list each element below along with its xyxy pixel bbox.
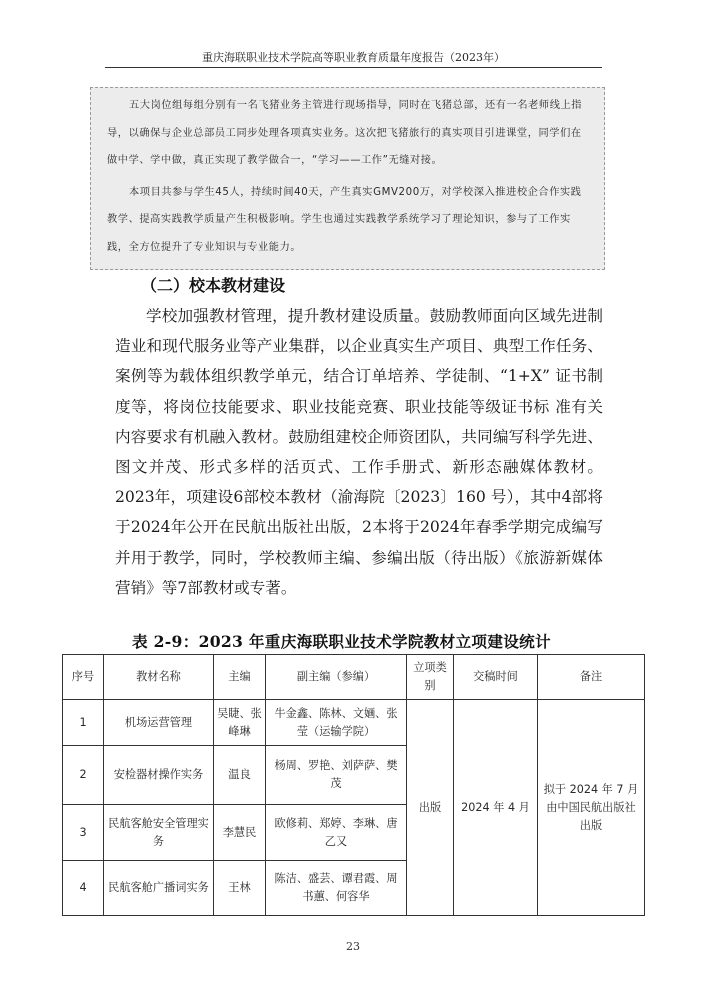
header-name: 教材名称 [104, 655, 214, 700]
header-time: 交稿时间 [454, 655, 538, 700]
header-divider [105, 67, 602, 68]
section-body [115, 301, 603, 603]
callout-paragraph-2: 本项目共参与学生45人，持续时间40天，产生真实GMV200万，对学校深入推进校企合作实践教学、提高实践教学质量产生积极影响。学生也通过实践教学系统学习了理论知识，参与了工作实践，全方位提升了专业知识与专业能力。 [107, 186, 582, 253]
page-number: 23 [346, 940, 360, 953]
cell-no: 4 [63, 861, 104, 916]
callout-paragraph-1: 五大岗位组每组分别有一名飞猪业务主管进行现场指导，同时在飞猪总部，还有一名老师线上指导，以确保与企业总部员工同步处理各项真实业务。这次把飞猪旅行的真实项目引进课堂，同学们在做中学、学中做，真正实现了教学做合一，“学习——工作”无缝对接。 [107, 100, 583, 166]
body-paragraph: 学校加强教材管理，提升教材建设质量。鼓励教师面向区域先进制造业和现代服务业等产业集群，以企业真实生产项目、典型工作任务、案例等为载体组织教学单元，结合订单培养、学徒制、“1+X” 证书制度等，将岗位技能要求、职业技能竞赛、职业技能等级证书标 准有关内容要求有机融入教材。鼓励组建校企师资团队，共同编写科学先进、图文并茂、形式多样的活页式、工作手册式、新形态融媒体教材。2023年，项建设6部校本教材（渝海院〔2023〕160 号），其中4部将于2024年公开在民航出版社出版，2本将于2024年春季学期完成编写并用于教学，同时，学校教师主编、参编出版（待出版）《旅游新媒体营销》等7部教材或专著。 [115, 307, 603, 597]
cell-name: 机场运营管理 [104, 700, 214, 746]
header-note: 备注 [538, 655, 645, 700]
textbook-table [62, 654, 645, 916]
section-heading: （二）校本教材建设 [141, 276, 286, 295]
page-header: 重庆海联职业技术学院高等职业教育质量年度报告（2023年） [202, 51, 505, 64]
cell-editor: 王林 [214, 861, 266, 916]
header-category: 立项类别 [407, 655, 454, 700]
table-caption: 表 2-9：2023 年重庆海联职业技术学院教材立项建设统计 [132, 632, 551, 651]
cell-editor: 温良 [214, 746, 266, 805]
cell-name: 民航客舱广播词实务 [104, 861, 214, 916]
cell-deputy: 牛金鑫、陈林、文婳、张莹（运输学院） [266, 700, 407, 746]
table-row [63, 700, 645, 746]
header-deputy: 副主编（参编） [266, 655, 407, 700]
cell-name: 民航客舱安全管理实务 [104, 805, 214, 861]
cell-editor: 吴睫、张峰琳 [214, 700, 266, 746]
cell-time-merged: 2024 年 4 月 [454, 700, 538, 916]
cell-deputy: 陈洁、盛芸、谭君霞、周书蕙、何容华 [266, 861, 407, 916]
cell-no: 3 [63, 805, 104, 861]
case-callout-box [90, 87, 605, 270]
cell-category-merged: 出版 [407, 700, 454, 916]
cell-name: 安检器材操作实务 [104, 746, 214, 805]
cell-editor: 李慧民 [214, 805, 266, 861]
header-editor: 主编 [214, 655, 266, 700]
cell-note-merged: 拟于 2024 年 7 月由中国民航出版社出版 [538, 700, 645, 916]
header-no: 序号 [63, 655, 104, 700]
cell-deputy: 杨周、罗艳、刘萨萨、樊茂 [266, 746, 407, 805]
cell-no: 1 [63, 700, 104, 746]
cell-deputy: 欧修莉、郑婷、李琳、唐乙又 [266, 805, 407, 861]
table-header-row [63, 655, 645, 700]
cell-no: 2 [63, 746, 104, 805]
